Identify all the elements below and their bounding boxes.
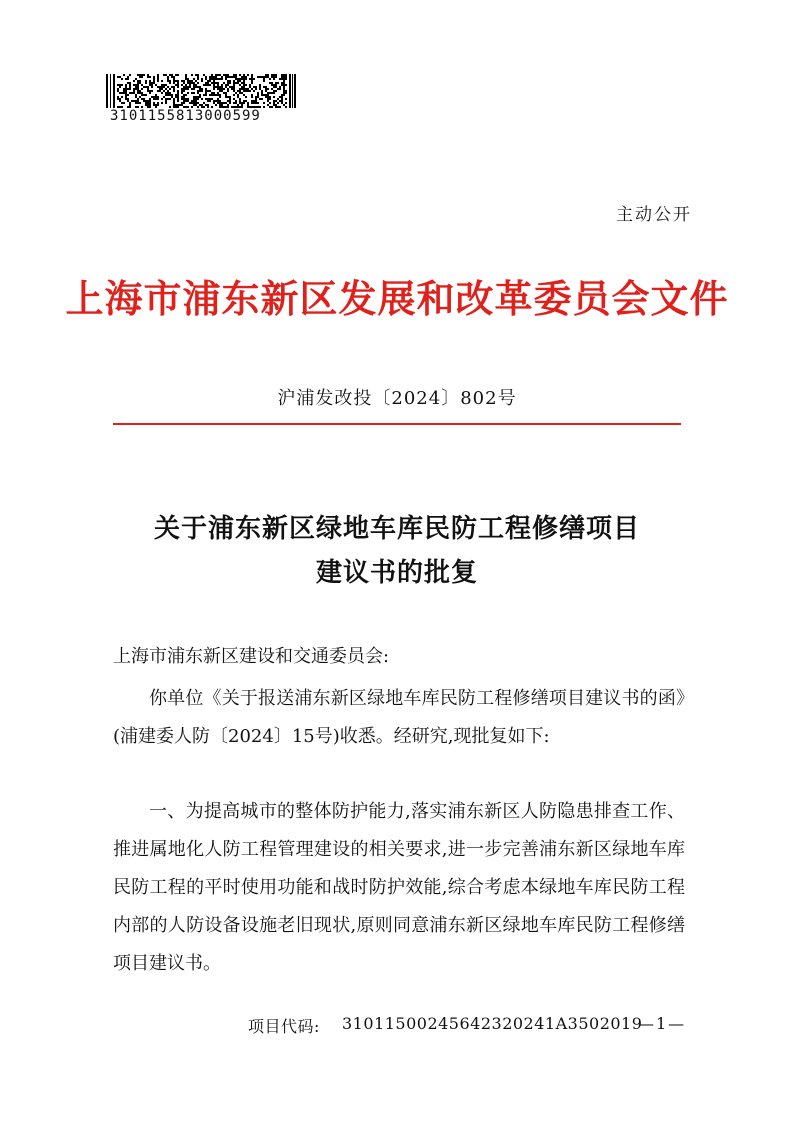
disclosure-label: 主动公开 bbox=[616, 205, 692, 225]
page-number: —1— bbox=[638, 1014, 687, 1033]
barcode-number: 3101155813000599 bbox=[110, 108, 261, 124]
addressee: 上海市浦东新区建设和交通委员会: bbox=[113, 646, 390, 667]
agency-header: 上海市浦东新区发展和改革委员会文件 bbox=[65, 276, 729, 321]
body-paragraph-1: 你单位《关于报送浦东新区绿地车库民防工程修缮项目建议书的函》(浦建委人防〔2024〕15号)收悉。经研究,现批复如下: bbox=[113, 688, 685, 747]
project-code-value: 31011500245642320241A3502019 bbox=[342, 1014, 643, 1033]
document-title-line-1: 关于浦东新区绿地车库民防工程修缮项目 bbox=[153, 514, 640, 544]
barcode-image bbox=[106, 74, 296, 108]
project-code-label: 项目代码: bbox=[248, 1017, 320, 1036]
red-divider bbox=[113, 423, 681, 425]
document-number: 沪浦发改投〔2024〕802号 bbox=[277, 388, 517, 409]
body-paragraph-2: 一、为提高城市的整体防护能力,落实浦东新区人防隐患排查工作、推进属地化人防工程管理建设的相关要求,进一步完善浦东新区绿地车库民防工程的平时使用功能和战时防护效能,综合考虑本绿地车库民防工程内部的人防设备设施老旧现状,原则同意浦东新区绿地车库民防工程修缮项目建议书。 bbox=[113, 801, 685, 974]
document-title-line-2: 建议书的批复 bbox=[315, 558, 478, 588]
